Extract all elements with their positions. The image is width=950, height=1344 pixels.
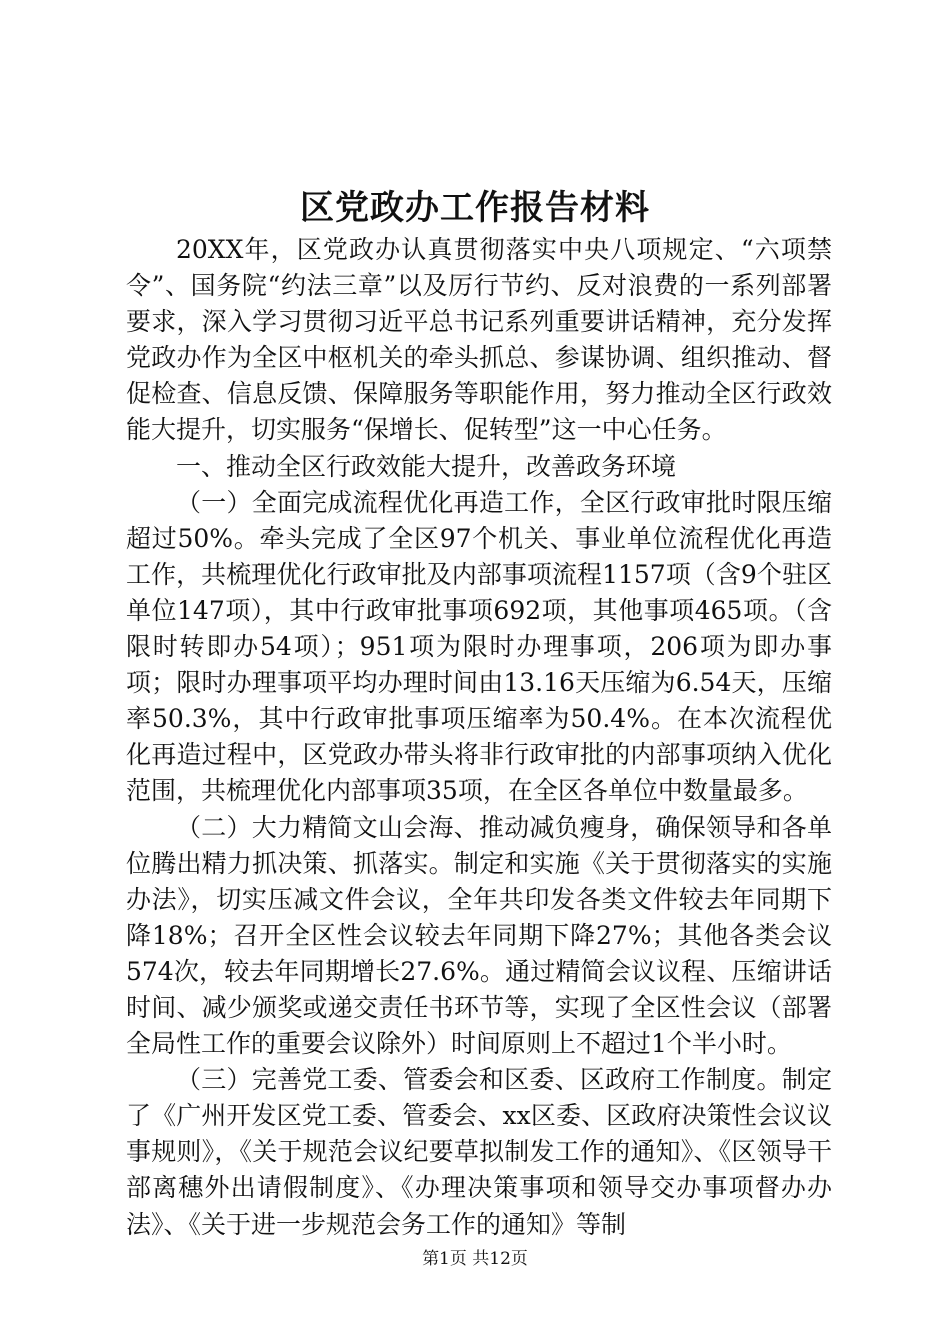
body-paragraph: （三）完善党工委、管委会和区委、区政府工作制度。制定了《广州开发区党工委、管委会、xx区委、区政府决策性会议议事规则》，《关于规范会议纪要草拟制发工作的通知》、《区领导干部离穗外出请假制度》、《办理决策事项和领导交办事项督办办法》、《关于进一步规范会务工作的通知》等制 xyxy=(126,1065,832,1239)
body-paragraph: （二）大力精简文山会海、推动减负瘦身，确保领导和各单位腾出精力抓决策、抓落实。制定和实施《关于贯彻落实的实施办法》，切实压减文件会议，全年共印发各类文件较去年同期下降18%；召开全区性会议较去年同期下降27%；其他各类会议574次，较去年同期增长27.6%。通过精简会议议程、压缩讲话时间、减少颁奖或递交责任书环节等，实现了全区性会议（部署全局性工作的重要会议除外）时间原则上不超过1个半小时。 xyxy=(126,812,832,1059)
document-body xyxy=(126,232,832,1243)
page-number: 第1页 xyxy=(422,1249,467,1269)
page-footer xyxy=(0,1244,950,1269)
section-heading: 一、推动全区行政效能大提升，改善政务环境 xyxy=(176,451,677,481)
document-title: 区党政办工作报告材料 xyxy=(300,188,650,228)
page-total: 共12页 xyxy=(472,1249,528,1269)
intro-paragraph: 20XX年，区党政办认真贯彻落实中央八项规定、“六项禁令”、国务院“约法三章”以及厉行节约、反对浪费的一系列部署要求，深入学习贯彻习近平总书记系列重要讲话精神，充分发挥党政办作为全区中枢机关的牵头抓总、参谋协调、组织推动、督促检查、信息反馈、保障服务等职能作用，努力推动全区行政效能大提升，切实服务“保增长、促转型”这一中心任务。 xyxy=(126,235,832,445)
body-paragraph: （一）全面完成流程优化再造工作，全区行政审批时限压缩超过50%。牵头完成了全区97个机关、事业单位流程优化再造工作，共梳理优化行政审批及内部事项流程1157项（含9个驻区单位147项），其中行政审批事项692项，其他事项465项。（含限时转即办54项）；951项为限时办理事项，206项为即办事项；限时办理事项平均办理时间由13.16天压缩为6.54天，压缩率50.3%，其中行政审批事项压缩率为50.4%。在本次流程优化再造过程中，区党政办带头将非行政审批的内部事项纳入优化范围，共梳理优化内部事项35项，在全区各单位中数量最多。 xyxy=(126,487,832,806)
